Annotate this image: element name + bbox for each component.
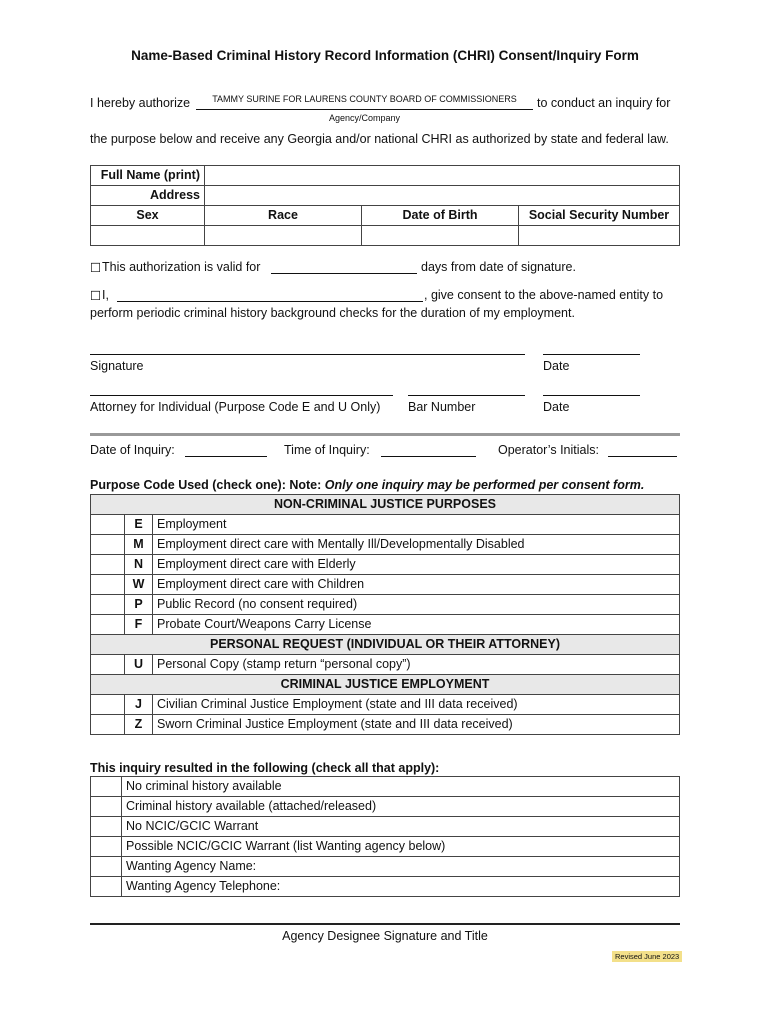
signature-date-field[interactable]	[543, 340, 640, 355]
purpose-description: Public Record (no consent required)	[153, 595, 680, 615]
designee-signature-line[interactable]	[90, 923, 680, 925]
ssn-field[interactable]	[519, 226, 680, 246]
result-check-cell[interactable]	[91, 797, 122, 817]
purpose-code-row	[91, 555, 680, 575]
attorney-date-label: Date	[543, 400, 570, 414]
bar-number-field[interactable]	[408, 381, 525, 396]
section-header: NON-CRIMINAL JUSTICE PURPOSES	[91, 495, 680, 515]
purpose-code-row	[91, 535, 680, 555]
race-header: Race	[205, 206, 362, 226]
purpose-code: E	[125, 515, 153, 535]
designee-label: Agency Designee Signature and Title	[282, 929, 488, 943]
purpose-check-cell[interactable]	[91, 515, 125, 535]
attorney-label: Attorney for Individual (Purpose Code E and U Only)	[90, 400, 381, 414]
purpose-check-cell[interactable]	[91, 555, 125, 575]
purpose-code: U	[125, 655, 153, 675]
agency-company-field[interactable]: TAMMY SURINE FOR LAURENS COUNTY BOARD OF COMMISSIONERS	[196, 92, 533, 110]
authorize-suffix: to conduct an inquiry for	[537, 96, 671, 110]
purpose-check-cell[interactable]	[91, 715, 125, 735]
validity-prefix: This authorization is valid for	[102, 260, 261, 274]
date-of-inquiry-label: Date of Inquiry:	[90, 443, 175, 457]
purpose-description: Personal Copy (stamp return “personal copy”)	[153, 655, 680, 675]
address-field[interactable]	[205, 186, 680, 206]
purpose-code-row	[91, 595, 680, 615]
purpose-check-cell[interactable]	[91, 655, 125, 675]
page-title: Name-Based Criminal History Record Information (CHRI) Consent/Inquiry Form	[131, 48, 639, 63]
purpose-check-cell[interactable]	[91, 595, 125, 615]
purpose-description: Probate Court/Weapons Carry License	[153, 615, 680, 635]
consent-suffix: , give consent to the above-named entity to	[424, 288, 664, 302]
sex-field[interactable]	[91, 226, 205, 246]
purpose-check-cell[interactable]	[91, 615, 125, 635]
result-row	[91, 777, 680, 797]
purpose-heading	[90, 478, 644, 492]
date-of-inquiry-field[interactable]	[185, 441, 267, 457]
full-name-label: Full Name (print)	[91, 166, 205, 186]
consent-checkbox[interactable]: ☐	[90, 289, 102, 303]
purpose-code-row	[91, 615, 680, 635]
purpose-heading-note: Only one inquiry may be performed per consent form.	[324, 478, 645, 492]
section-divider	[90, 433, 680, 436]
signature-field[interactable]	[90, 340, 525, 355]
result-row	[91, 877, 680, 897]
agency-company-label: Agency/Company	[328, 113, 401, 123]
dob-field[interactable]	[362, 226, 519, 246]
result-label: Possible NCIC/GCIC Warrant (list Wanting agency below)	[122, 837, 680, 857]
operator-initials-label: Operator’s Initials:	[498, 443, 599, 457]
purpose-description: Employment	[153, 515, 680, 535]
result-label: Wanting Agency Telephone:	[122, 877, 680, 897]
purpose-code-row	[91, 715, 680, 735]
result-row	[91, 857, 680, 877]
purpose-code: P	[125, 595, 153, 615]
bar-number-label: Bar Number	[408, 400, 476, 414]
result-check-cell[interactable]	[91, 817, 122, 837]
purpose-code: F	[125, 615, 153, 635]
result-label: No NCIC/GCIC Warrant	[122, 817, 680, 837]
purpose-code: Z	[125, 715, 153, 735]
purpose-code-row	[91, 515, 680, 535]
result-label: Wanting Agency Name:	[122, 857, 680, 877]
signature-label: Signature	[90, 359, 144, 373]
purpose-line: the purpose below and receive any Georgia and/or national CHRI as authorized by state and federal law.	[90, 132, 669, 146]
consent-name-field[interactable]	[117, 286, 423, 302]
result-label: No criminal history available	[122, 777, 680, 797]
signature-date-label: Date	[543, 359, 570, 373]
section-header: PERSONAL REQUEST (INDIVIDUAL OR THEIR ATTORNEY)	[91, 635, 680, 655]
consent-prefix: I,	[102, 288, 109, 302]
section-row	[91, 675, 680, 695]
purpose-code: N	[125, 555, 153, 575]
result-label: Criminal history available (attached/released)	[122, 797, 680, 817]
purpose-code-row	[91, 575, 680, 595]
full-name-field[interactable]	[205, 166, 680, 186]
result-row	[91, 837, 680, 857]
purpose-code: W	[125, 575, 153, 595]
validity-suffix: days from date of signature.	[421, 260, 576, 274]
result-check-cell[interactable]	[91, 777, 122, 797]
validity-days-field[interactable]	[271, 258, 417, 274]
section-row	[91, 495, 680, 515]
purpose-code-row	[91, 655, 680, 675]
purpose-description: Employment direct care with Mentally Ill/Developmentally Disabled	[153, 535, 680, 555]
operator-initials-field[interactable]	[608, 441, 677, 457]
result-check-cell[interactable]	[91, 877, 122, 897]
result-row	[91, 797, 680, 817]
results-heading: This inquiry resulted in the following (check all that apply):	[90, 761, 440, 775]
address-label: Address	[91, 186, 205, 206]
purpose-description: Employment direct care with Children	[153, 575, 680, 595]
purpose-check-cell[interactable]	[91, 575, 125, 595]
validity-checkbox[interactable]: ☐	[90, 261, 102, 275]
purpose-code-row	[91, 695, 680, 715]
purpose-check-cell[interactable]	[91, 535, 125, 555]
result-row	[91, 817, 680, 837]
purpose-description: Sworn Criminal Justice Employment (state and III data received)	[153, 715, 680, 735]
dob-header: Date of Birth	[362, 206, 519, 226]
purpose-code-table	[90, 494, 680, 735]
section-header: CRIMINAL JUSTICE EMPLOYMENT	[91, 675, 680, 695]
time-of-inquiry-label: Time of Inquiry:	[284, 443, 370, 457]
ssn-header: Social Security Number	[519, 206, 680, 226]
purpose-code: J	[125, 695, 153, 715]
purpose-description: Civilian Criminal Justice Employment (state and III data received)	[153, 695, 680, 715]
revised-badge: Revised June 2023	[612, 951, 682, 962]
person-info-table	[90, 165, 680, 246]
race-field[interactable]	[205, 226, 362, 246]
purpose-check-cell[interactable]	[91, 695, 125, 715]
sex-header: Sex	[91, 206, 205, 226]
attorney-field[interactable]	[90, 381, 393, 396]
results-table	[90, 776, 680, 897]
section-row	[91, 635, 680, 655]
attorney-date-field[interactable]	[543, 381, 640, 396]
purpose-heading-bold: Purpose Code Used (check one): Note:	[90, 478, 322, 492]
result-check-cell[interactable]	[91, 837, 122, 857]
consent-line2: perform periodic criminal history background checks for the duration of my employment.	[90, 306, 575, 320]
result-check-cell[interactable]	[91, 857, 122, 877]
purpose-description: Employment direct care with Elderly	[153, 555, 680, 575]
authorize-prefix: I hereby authorize	[90, 96, 191, 110]
purpose-code: M	[125, 535, 153, 555]
time-of-inquiry-field[interactable]	[381, 441, 476, 457]
